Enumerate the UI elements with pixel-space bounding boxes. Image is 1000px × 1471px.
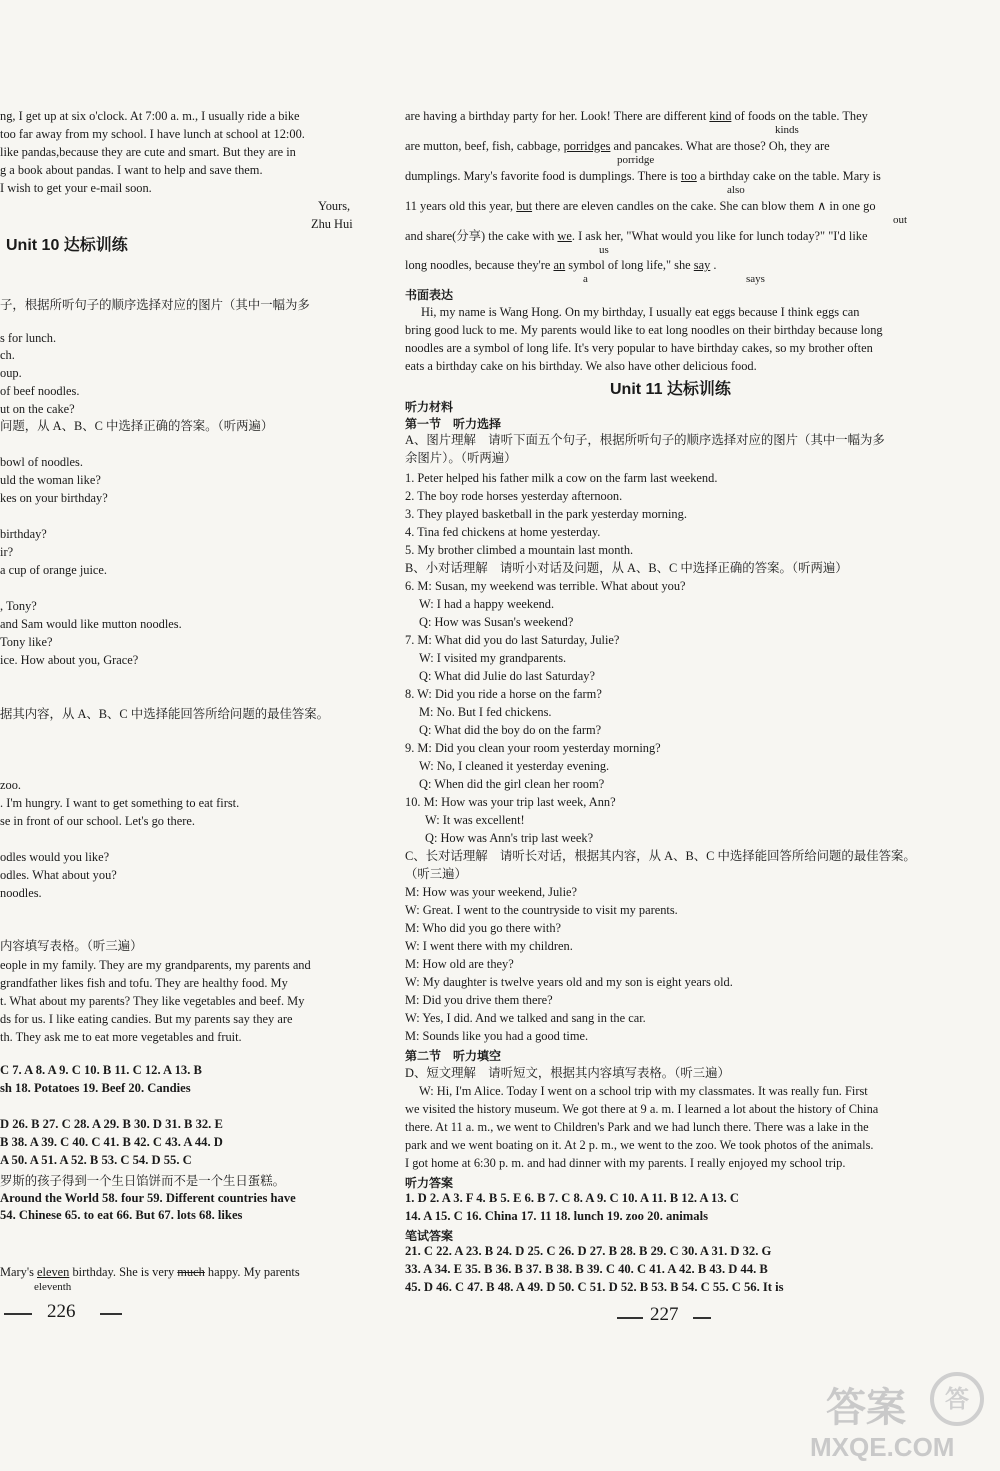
answer-line: A 50. A 51. A 52. B 53. C 54. D 55. C — [0, 1153, 192, 1167]
unit-10-heading: Unit 10 达标训练 — [6, 237, 128, 254]
section-c-title: C、长对话理解 请听长对话，根据其内容，从 A、B、C 中选择能回答所给问题的最佳答案。 — [405, 849, 916, 863]
answer-line: D 26. B 27. C 28. A 29. B 30. D 31. B 32. E — [0, 1117, 223, 1131]
listening-material-title: 听力材料 — [405, 400, 454, 414]
section-d-title: D、短文理解 请听短文，根据其内容填写表格。（听三遍） — [405, 1066, 730, 1080]
corrected-word: eleven — [37, 1265, 70, 1279]
text-line: too far away from my school. I have lunch at school at 12:00. — [0, 127, 305, 141]
dialogue-line: W: No, I cleaned it yesterday evening. — [419, 759, 610, 773]
correction-word: kinds — [775, 124, 799, 136]
dialogue-line: M: Did you drive them there? — [405, 993, 553, 1007]
page-dash-left — [617, 1317, 643, 1319]
answer-line: B 38. A 39. C 40. C 41. B 42. C 43. A 44. D — [0, 1135, 223, 1149]
correction-word: eleventh — [34, 1281, 72, 1293]
dialogue-line: W: It was excellent! — [425, 813, 525, 827]
answer-line: Around the World 58. four 59. Different countries have — [0, 1191, 296, 1205]
dialogue-line: 6. M: Susan, my weekend was terrible. What about you? — [405, 579, 686, 593]
correction-line: Mary's eleven birthday. She is very much happy. My parents — [0, 1265, 300, 1279]
listening-item: 2. The boy rode horses yesterday afternoon. — [405, 489, 623, 503]
dialogue-line: 7. M: What did you do last Saturday, Julie? — [405, 633, 620, 647]
section-c-title-cont: （听三遍） — [405, 867, 467, 881]
text-line: zoo. — [0, 778, 21, 792]
page-dash-right — [100, 1313, 122, 1315]
dialogue-line: W: Great. I went to the countryside to visit my parents. — [405, 903, 678, 917]
text-line: 子，根据所听句子的顺序选择对应的图片（其中一幅为多 — [0, 298, 310, 312]
text-line: t. What about my parents? They like vegetables and beef. My — [0, 994, 305, 1008]
answer-line: 54. Chinese 65. to eat 66. But 67. lots 68. likes — [0, 1208, 243, 1222]
text-line: ds for us. I like eating candies. But my parents say they are — [0, 1012, 293, 1026]
writing-line: bring good luck to me. My parents would like to eat long noodles on their birthday because long — [405, 323, 883, 337]
written-answers-title: 笔试答案 — [405, 1229, 454, 1243]
text-line: ice. How about you, Grace? — [0, 653, 139, 667]
passage-line: we visited the history museum. We got there at 9 a. m. I learned a lot about the history of China — [405, 1102, 879, 1116]
text-line: uld the woman like? — [0, 473, 101, 487]
section-b-title: B、小对话理解 请听小对话及问题，从 A、B、C 中选择正确的答案。（听两遍） — [405, 561, 848, 575]
right-page — [400, 0, 975, 1471]
writing-title: 书面表达 — [405, 288, 454, 302]
watermark-title: 答案 — [826, 1386, 906, 1430]
watermark-badge: 答 — [930, 1372, 984, 1426]
answer-line: 45. D 46. C 47. B 48. A 49. D 50. C 51. D 52. B 53. B 54. C 55. C 56. It is — [405, 1280, 784, 1294]
text-line: birthday? — [0, 527, 47, 541]
text-line: oup. — [0, 366, 22, 380]
dialogue-line: M: No. But I fed chickens. — [419, 705, 552, 719]
text-line: ng, I get up at six o'clock. At 7:00 a. m., I usually ride a bike — [0, 109, 300, 123]
listening-answers-title: 听力答案 — [405, 1176, 454, 1190]
passage-line: I got home at 6:30 p. m. and had dinner with my parents. I really enjoyed my school trip. — [405, 1156, 846, 1170]
answer-line: 21. C 22. A 23. B 24. D 25. C 26. D 27. B 28. B 29. C 30. A 31. D 32. G — [405, 1244, 772, 1258]
text-line: dumplings. Mary's favorite food is dumplings. There is too a birthday cake on the table. Mary is — [405, 169, 881, 183]
text-line: and share(分享) the cake with we. I ask her, "What would you like for lunch today?" "I'd like — [405, 229, 868, 243]
dialogue-line: W: Yes, I did. And we talked and sang in the car. — [405, 1011, 646, 1025]
section-2-title: 第二节 听力填空 — [405, 1049, 502, 1063]
text-line: ch. — [0, 348, 15, 362]
text-line: , Tony? — [0, 599, 37, 613]
correction-word: a — [583, 273, 588, 285]
section-a-title-cont: 余图片）。（听两遍） — [405, 451, 517, 465]
left-page — [0, 0, 372, 1471]
answer-line: 1. D 2. A 3. F 4. B 5. E 6. B 7. C 8. A 9. C 10. A 11. B 12. A 13. C — [405, 1191, 740, 1205]
dialogue-line: M: How old are they? — [405, 957, 514, 971]
corrected-word: say — [693, 258, 711, 272]
dialogue-line: Q: When did the girl clean her room? — [419, 777, 605, 791]
text-line: bowl of noodles. — [0, 455, 83, 469]
listening-item: 5. My brother climbed a mountain last month. — [405, 543, 634, 557]
text-line: long noodles, because they're an symbol of long life," she say . — [405, 258, 717, 272]
dialogue-line: Q: How was Susan's weekend? — [419, 615, 574, 629]
text-line: I wish to get your e-mail soon. — [0, 181, 152, 195]
dialogue-line: 10. M: How was your trip last week, Ann? — [405, 795, 616, 809]
text-line: odles would you like? — [0, 850, 110, 864]
text-line: ir? — [0, 545, 14, 559]
page-dash-left — [4, 1313, 32, 1315]
signoff-yours: Yours, — [318, 199, 351, 213]
dialogue-line: W: I visited my grandparents. — [419, 651, 567, 665]
text-line: kes on your birthday? — [0, 491, 108, 505]
text-line: s for lunch. — [0, 331, 57, 345]
dialogue-line: W: My daughter is twelve years old and my son is eight years old. — [405, 975, 733, 989]
writing-line: eats a birthday cake on his birthday. We also have other delicious food. — [405, 359, 757, 373]
listening-item: 3. They played basketball in the park yesterday morning. — [405, 507, 687, 521]
dialogue-line: Q: What did Julie do last Saturday? — [419, 669, 595, 683]
text-line: are having a birthday party for her. Look! There are different kind of foods on the table. They — [405, 109, 868, 123]
correction-word: also — [727, 184, 745, 196]
text-line: are mutton, beef, fish, cabbage, porridges and pancakes. What are those? Oh, they are — [405, 139, 830, 153]
text-line: and Sam would like mutton noodles. — [0, 617, 182, 631]
dialogue-line: M: Sounds like you had a good time. — [405, 1029, 589, 1043]
corrected-word: we — [557, 229, 572, 243]
answer-line: 14. A 15. C 16. China 17. 11 18. lunch 19. zoo 20. animals — [405, 1209, 708, 1223]
answer-line: sh 18. Potatoes 19. Beef 20. Candies — [0, 1081, 191, 1095]
dialogue-line: M: Who did you go there with? — [405, 921, 562, 935]
passage-line: park and we went boating on it. At 2 p. m., we went to the zoo. We took photos of the animals. — [405, 1138, 874, 1152]
passage-line: W: Hi, I'm Alice. Today I went on a school trip with my classmates. It was really fun. First — [419, 1084, 868, 1098]
text-line: 据其内容，从 A、B、C 中选择能回答所给问题的最佳答案。 — [0, 707, 330, 721]
dialogue-line: M: How was your weekend, Julie? — [405, 885, 578, 899]
text-line: noodles. — [0, 886, 42, 900]
section-a-title: A、图片理解 请听下面五个句子，根据所听句子的顺序选择对应的图片（其中一幅为多 — [405, 433, 885, 447]
page-number: 227 — [650, 1304, 679, 1325]
corrected-word: porridges — [563, 139, 611, 153]
dialogue-line: Q: What did the boy do on the farm? — [419, 723, 602, 737]
text-line: like pandas,because they are cute and smart. But they are in — [0, 145, 296, 159]
page-dash-right — [693, 1317, 711, 1319]
section-1-title: 第一节 听力选择 — [405, 417, 502, 431]
page-number: 226 — [47, 1301, 76, 1322]
answer-line: 33. A 34. E 35. B 36. B 37. B 38. B 39. C 40. C 41. A 42. B 43. D 44. B — [405, 1262, 768, 1276]
unit-11-heading: Unit 11 达标训练 — [610, 381, 731, 398]
correction-word: says — [746, 273, 765, 285]
text-line: th. They ask me to eat more vegetables and fruit. — [0, 1030, 242, 1044]
text-line: 11 years old this year, but there are eleven candles on the cake. She can blow them ∧ in one go — [405, 199, 876, 213]
listening-item: 1. Peter helped his father milk a cow on the farm last weekend. — [405, 471, 718, 485]
text-line: 内容填写表格。（听三遍） — [0, 939, 143, 953]
passage-line: there. At 11 a. m., we went to Children's Park and we had lunch there. There was a lake in the — [405, 1120, 869, 1134]
struck-word: much — [177, 1265, 205, 1279]
text-line: 罗斯的孩子得到一个生日馅饼而不是一个生日蛋糕。 — [0, 1174, 285, 1188]
correction-word: out — [893, 214, 908, 226]
text-line: eople in my family. They are my grandparents, my parents and — [0, 958, 311, 972]
text-line: odles. What about you? — [0, 868, 117, 882]
listening-item: 4. Tina fed chickens at home yesterday. — [405, 525, 601, 539]
writing-line: Hi, my name is Wang Hong. On my birthday, I usually eat eggs because I think eggs can — [421, 305, 860, 319]
dialogue-line: 9. M: Did you clean your room yesterday morning? — [405, 741, 661, 755]
watermark-url: MXQE.COM — [810, 1432, 955, 1462]
dialogue-line: W: I went there with my children. — [405, 939, 573, 953]
text-line: a cup of orange juice. — [0, 563, 107, 577]
dialogue-line: W: I had a happy weekend. — [419, 597, 555, 611]
writing-line: noodles are a symbol of long life. It's very popular to have birthday cakes, so my brother often — [405, 341, 873, 355]
text-line: ut on the cake? — [0, 402, 75, 416]
signoff-name: Zhu Hui — [311, 217, 353, 231]
text-line: 问题，从 A、B、C 中选择正确的答案。（听两遍） — [0, 419, 274, 433]
text-line: Tony like? — [0, 635, 53, 649]
corrected-word: too — [680, 169, 697, 183]
corrected-word: but — [516, 199, 533, 213]
text-line: g a book about pandas. I want to help and save them. — [0, 163, 263, 177]
corrected-word: kind — [709, 109, 732, 123]
text-line: se in front of our school. Let's go there. — [0, 814, 195, 828]
text-line: of beef noodles. — [0, 384, 80, 398]
dialogue-line: Q: How was Ann's trip last week? — [425, 831, 594, 845]
corrected-word: an — [553, 258, 566, 272]
text-line: . I'm hungry. I want to get something to eat first. — [0, 796, 240, 810]
correction-word: porridge — [617, 154, 655, 166]
correction-word: us — [599, 244, 609, 256]
text-line: grandfather likes fish and tofu. They are healthy food. My — [0, 976, 288, 990]
answer-line: C 7. A 8. A 9. C 10. B 11. C 12. A 13. B — [0, 1063, 202, 1077]
dialogue-line: 8. W: Did you ride a horse on the farm? — [405, 687, 602, 701]
